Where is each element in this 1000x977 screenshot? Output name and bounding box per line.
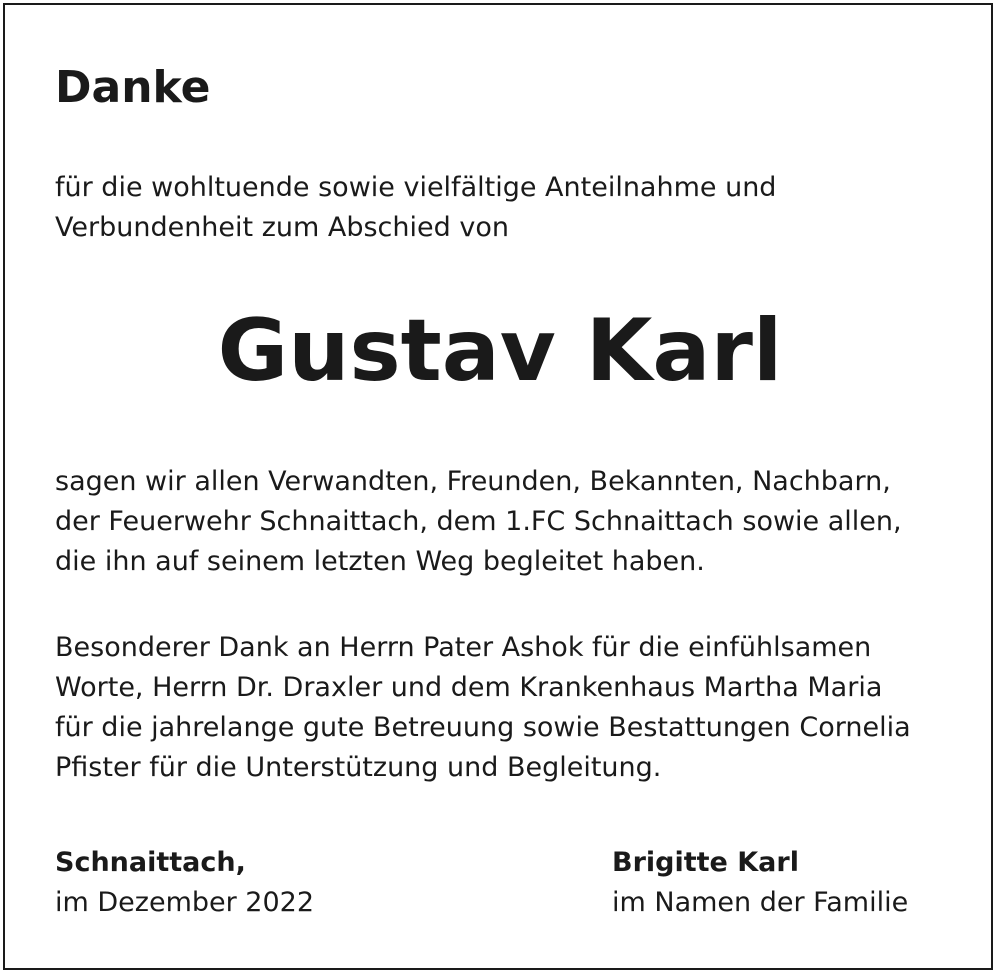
signature-place: Schnaittach,: [55, 847, 246, 878]
notice-heading: Danke: [55, 62, 211, 113]
paragraph-line: Worte, Herrn Dr. Draxler und dem Krankenhaus Martha Maria: [55, 672, 883, 703]
signer-note: im Namen der Familie: [612, 887, 909, 918]
intro-line: für die wohltuende sowie vielfältige Anteilnahme und: [55, 172, 777, 203]
paragraph-line: sagen wir allen Verwandten, Freunden, Bekannten, Nachbarn,: [55, 466, 891, 497]
signature-signer: [612, 843, 908, 923]
signature-date: im Dezember 2022: [55, 887, 315, 918]
paragraph-line: Pfister für die Unterstützung und Begleitung.: [55, 752, 662, 783]
signer-name: Brigitte Karl: [612, 847, 799, 878]
signature-place-date: [55, 843, 314, 923]
paragraph-line: für die jahrelange gute Betreuung sowie Bestattungen Cornelia: [55, 712, 911, 743]
deceased-name: Gustav Karl: [217, 301, 783, 401]
paragraph-line: die ihn auf seinem letzten Weg begleitet haben.: [55, 546, 705, 577]
paragraph-line: der Feuerwehr Schnaittach, dem 1.FC Schnaittach sowie allen,: [55, 506, 902, 537]
intro-text: [55, 168, 935, 248]
thanks-paragraph: [55, 462, 955, 582]
intro-line: Verbundenheit zum Abschied von: [55, 212, 509, 243]
special-thanks-paragraph: [55, 628, 955, 788]
paragraph-line: Besonderer Dank an Herrn Pater Ashok für die einfühlsamen: [55, 632, 872, 663]
